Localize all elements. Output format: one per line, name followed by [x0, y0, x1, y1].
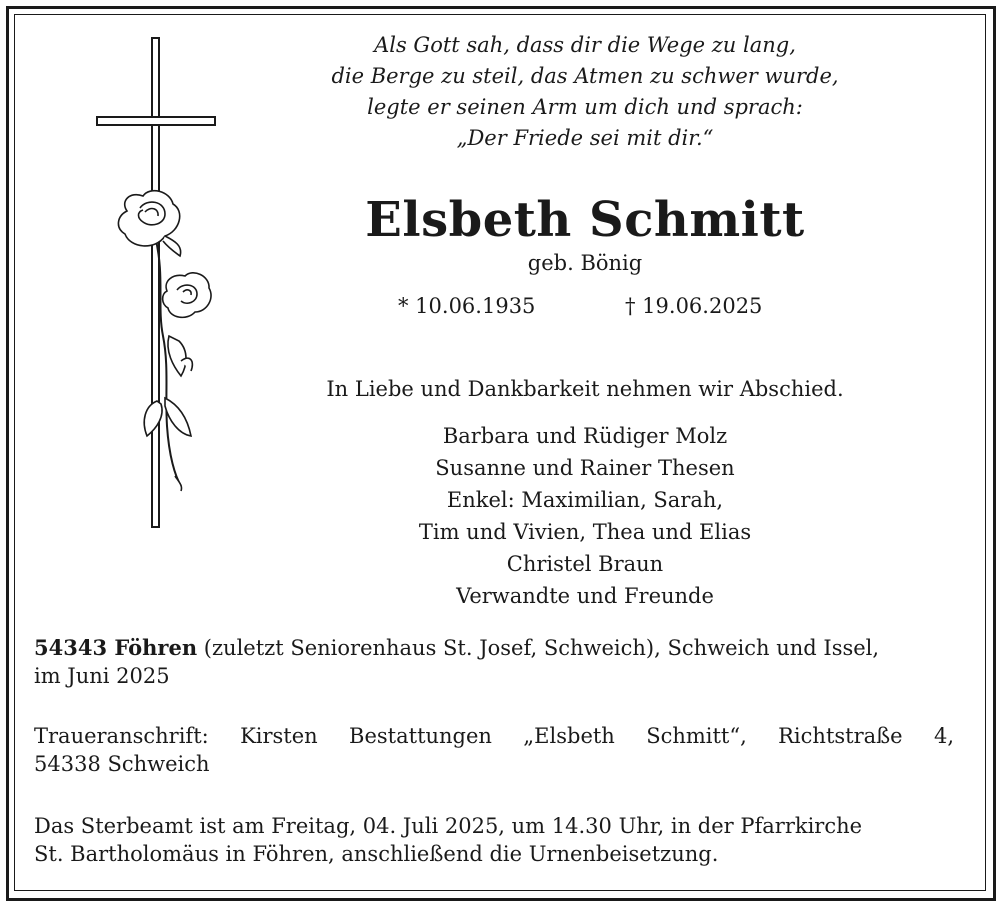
- address-city: 54338 Schweich: [34, 752, 210, 776]
- farewell-text: In Liebe und Dankbarkeit nehmen wir Abschied.: [326, 377, 844, 401]
- mourner-line: Tim und Vivien, Thea und Elias: [418, 520, 752, 544]
- death-date: † 19.06.2025: [625, 294, 763, 318]
- address-word: Kirsten: [240, 724, 318, 748]
- cross-with-roses-icon: [95, 36, 220, 531]
- address-paragraph: [34, 722, 954, 778]
- location-detail: (zuletzt Seniorenhaus St. Josef, Schweich), Schweich und Issel,: [197, 636, 880, 660]
- address-word: Traueranschrift:: [34, 724, 209, 748]
- mourners-list: [350, 420, 820, 612]
- address-word: Schmitt“,: [646, 724, 747, 748]
- verse-line: „Der Friede sei mit dir.“: [456, 126, 714, 150]
- service-paragraph: [34, 812, 954, 868]
- maiden-name: geb. Bönig: [527, 251, 643, 275]
- address-word: 4,: [933, 724, 954, 748]
- mourner-line: Enkel: Maximilian, Sarah,: [446, 488, 724, 512]
- mourner-line: Christel Braun: [506, 552, 664, 576]
- mourner-line: Verwandte und Freunde: [456, 584, 714, 608]
- verse-line: Als Gott sah, dass dir die Wege zu lang,: [374, 33, 796, 57]
- verse: [300, 30, 870, 154]
- location-date: im Juni 2025: [34, 664, 170, 688]
- deceased-name: Elsbeth Schmitt: [365, 192, 805, 248]
- location-place: 54343 Föhren: [34, 635, 198, 660]
- address-word: Bestattungen: [349, 724, 492, 748]
- verse-line: die Berge zu steil, das Atmen zu schwer wurde,: [331, 64, 839, 88]
- birth-date: * 10.06.1935: [398, 294, 536, 318]
- address-word: „Elsbeth: [523, 724, 615, 748]
- verse-line: legte er seinen Arm um dich und sprach:: [367, 95, 803, 119]
- location-paragraph: [34, 634, 954, 690]
- address-word: Richtstraße: [778, 724, 903, 748]
- mourner-line: Susanne und Rainer Thesen: [435, 456, 735, 480]
- service-line: St. Bartholomäus in Föhren, anschließend die Urnenbeisetzung.: [34, 842, 719, 866]
- service-line: Das Sterbeamt ist am Freitag, 04. Juli 2025, um 14.30 Uhr, in der Pfarrkirche: [34, 814, 863, 838]
- mourner-line: Barbara und Rüdiger Molz: [442, 424, 728, 448]
